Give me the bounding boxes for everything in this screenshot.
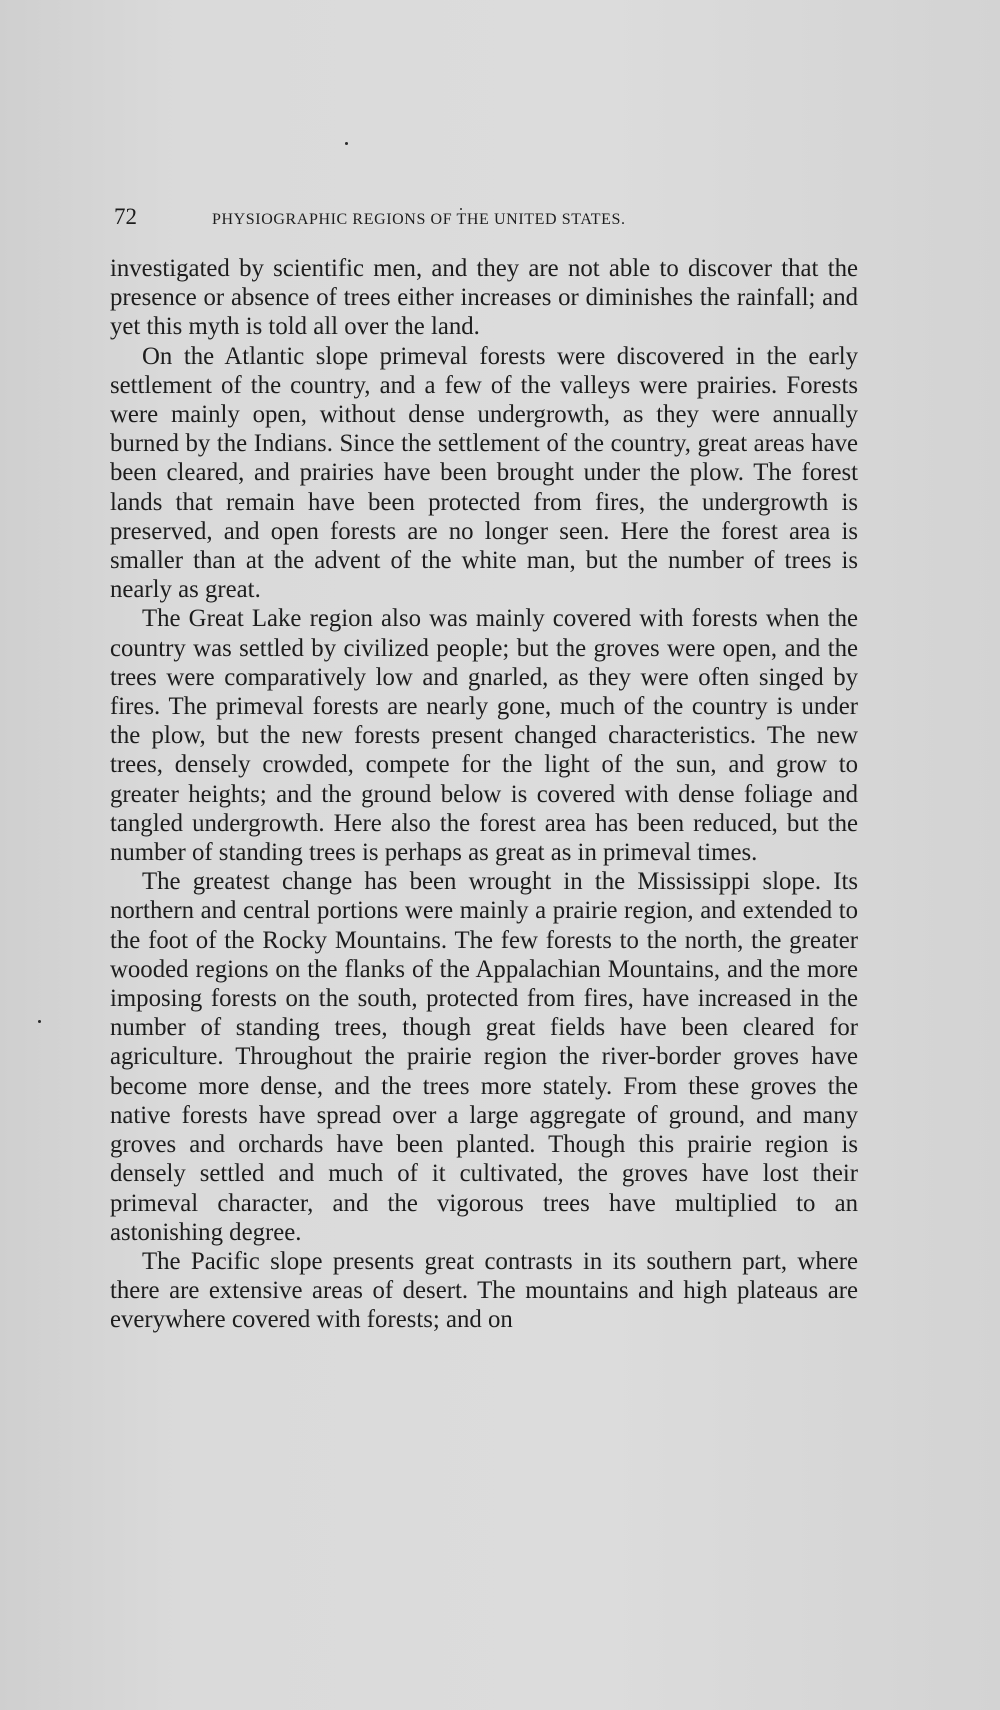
- body-text: [110, 254, 858, 1335]
- page-number: 72: [114, 204, 137, 229]
- paragraph: investigated by scientific men, and they are not able to discover that the presence or absence of trees either increases or diminishes the rainfall; and yet this myth is told all over the land.: [110, 255, 858, 341]
- ink-speck: [345, 142, 348, 145]
- paragraph: The greatest change has been wrought in the Mississippi slope. Its northern and central portions were mainly a prairie region, and extended to the foot of the Rocky Mountains. The few forests to the north, the greater wooded regions on the flanks of the Appalachian Mountains, and the more imposing forests on the south, protected from fires, have increased in the number of standing trees, though great fields have been cleared for agriculture. Throughout the prairie region the river-border groves have become more dense, and the trees more stately. From these groves the native forests have spread over a large aggregate of ground, and many groves and orchards have been planted. Though this prairie region is densely settled and much of it cultivated, the groves have lost their primeval character, and the vigorous trees have multiplied to an astonishing degree.: [110, 868, 858, 1246]
- paragraph: The Pacific slope presents great contrasts in its southern part, where there are extensive areas of desert. The mountains and high plateaus are everywhere covered with forests; and on: [110, 1247, 858, 1334]
- paragraph: The Great Lake region also was mainly covered with forests when the country was settled by civilized people; but the groves were open, and the trees were comparatively low and gnarled, as they were often singed by fires. The primeval forests are nearly gone, much of the country is under the plow, but the new forests present changed characteristics. The new trees, densely crowded, compete for the light of the sun, and grow to greater heights; and the ground below is covered with dense foliage and tangled undergrowth. Here also the forest area has been reduced, but the number of standing trees is perhaps as great as in primeval times.: [110, 605, 858, 867]
- running-title: PHYSIOGRAPHIC REGIONS OF THE UNITED STATES.: [212, 211, 626, 228]
- paragraph: On the Atlantic slope primeval forests were discovered in the early settlement of the country, and a few of the valleys were prairies. Forests were mainly open, without dense undergrowth, as they were annually burned by the Indians. Since the settlement of the country, great areas have been cleared, and prairies have been brought under the plow. The forest lands that remain have been protected from fires, the undergrowth is preserved, and open forests are no longer seen. Here the forest area is smaller than at the advent of the white man, but the number of trees is nearly as great.: [110, 342, 858, 604]
- running-head: [114, 206, 764, 234]
- ink-speck: [38, 1020, 41, 1023]
